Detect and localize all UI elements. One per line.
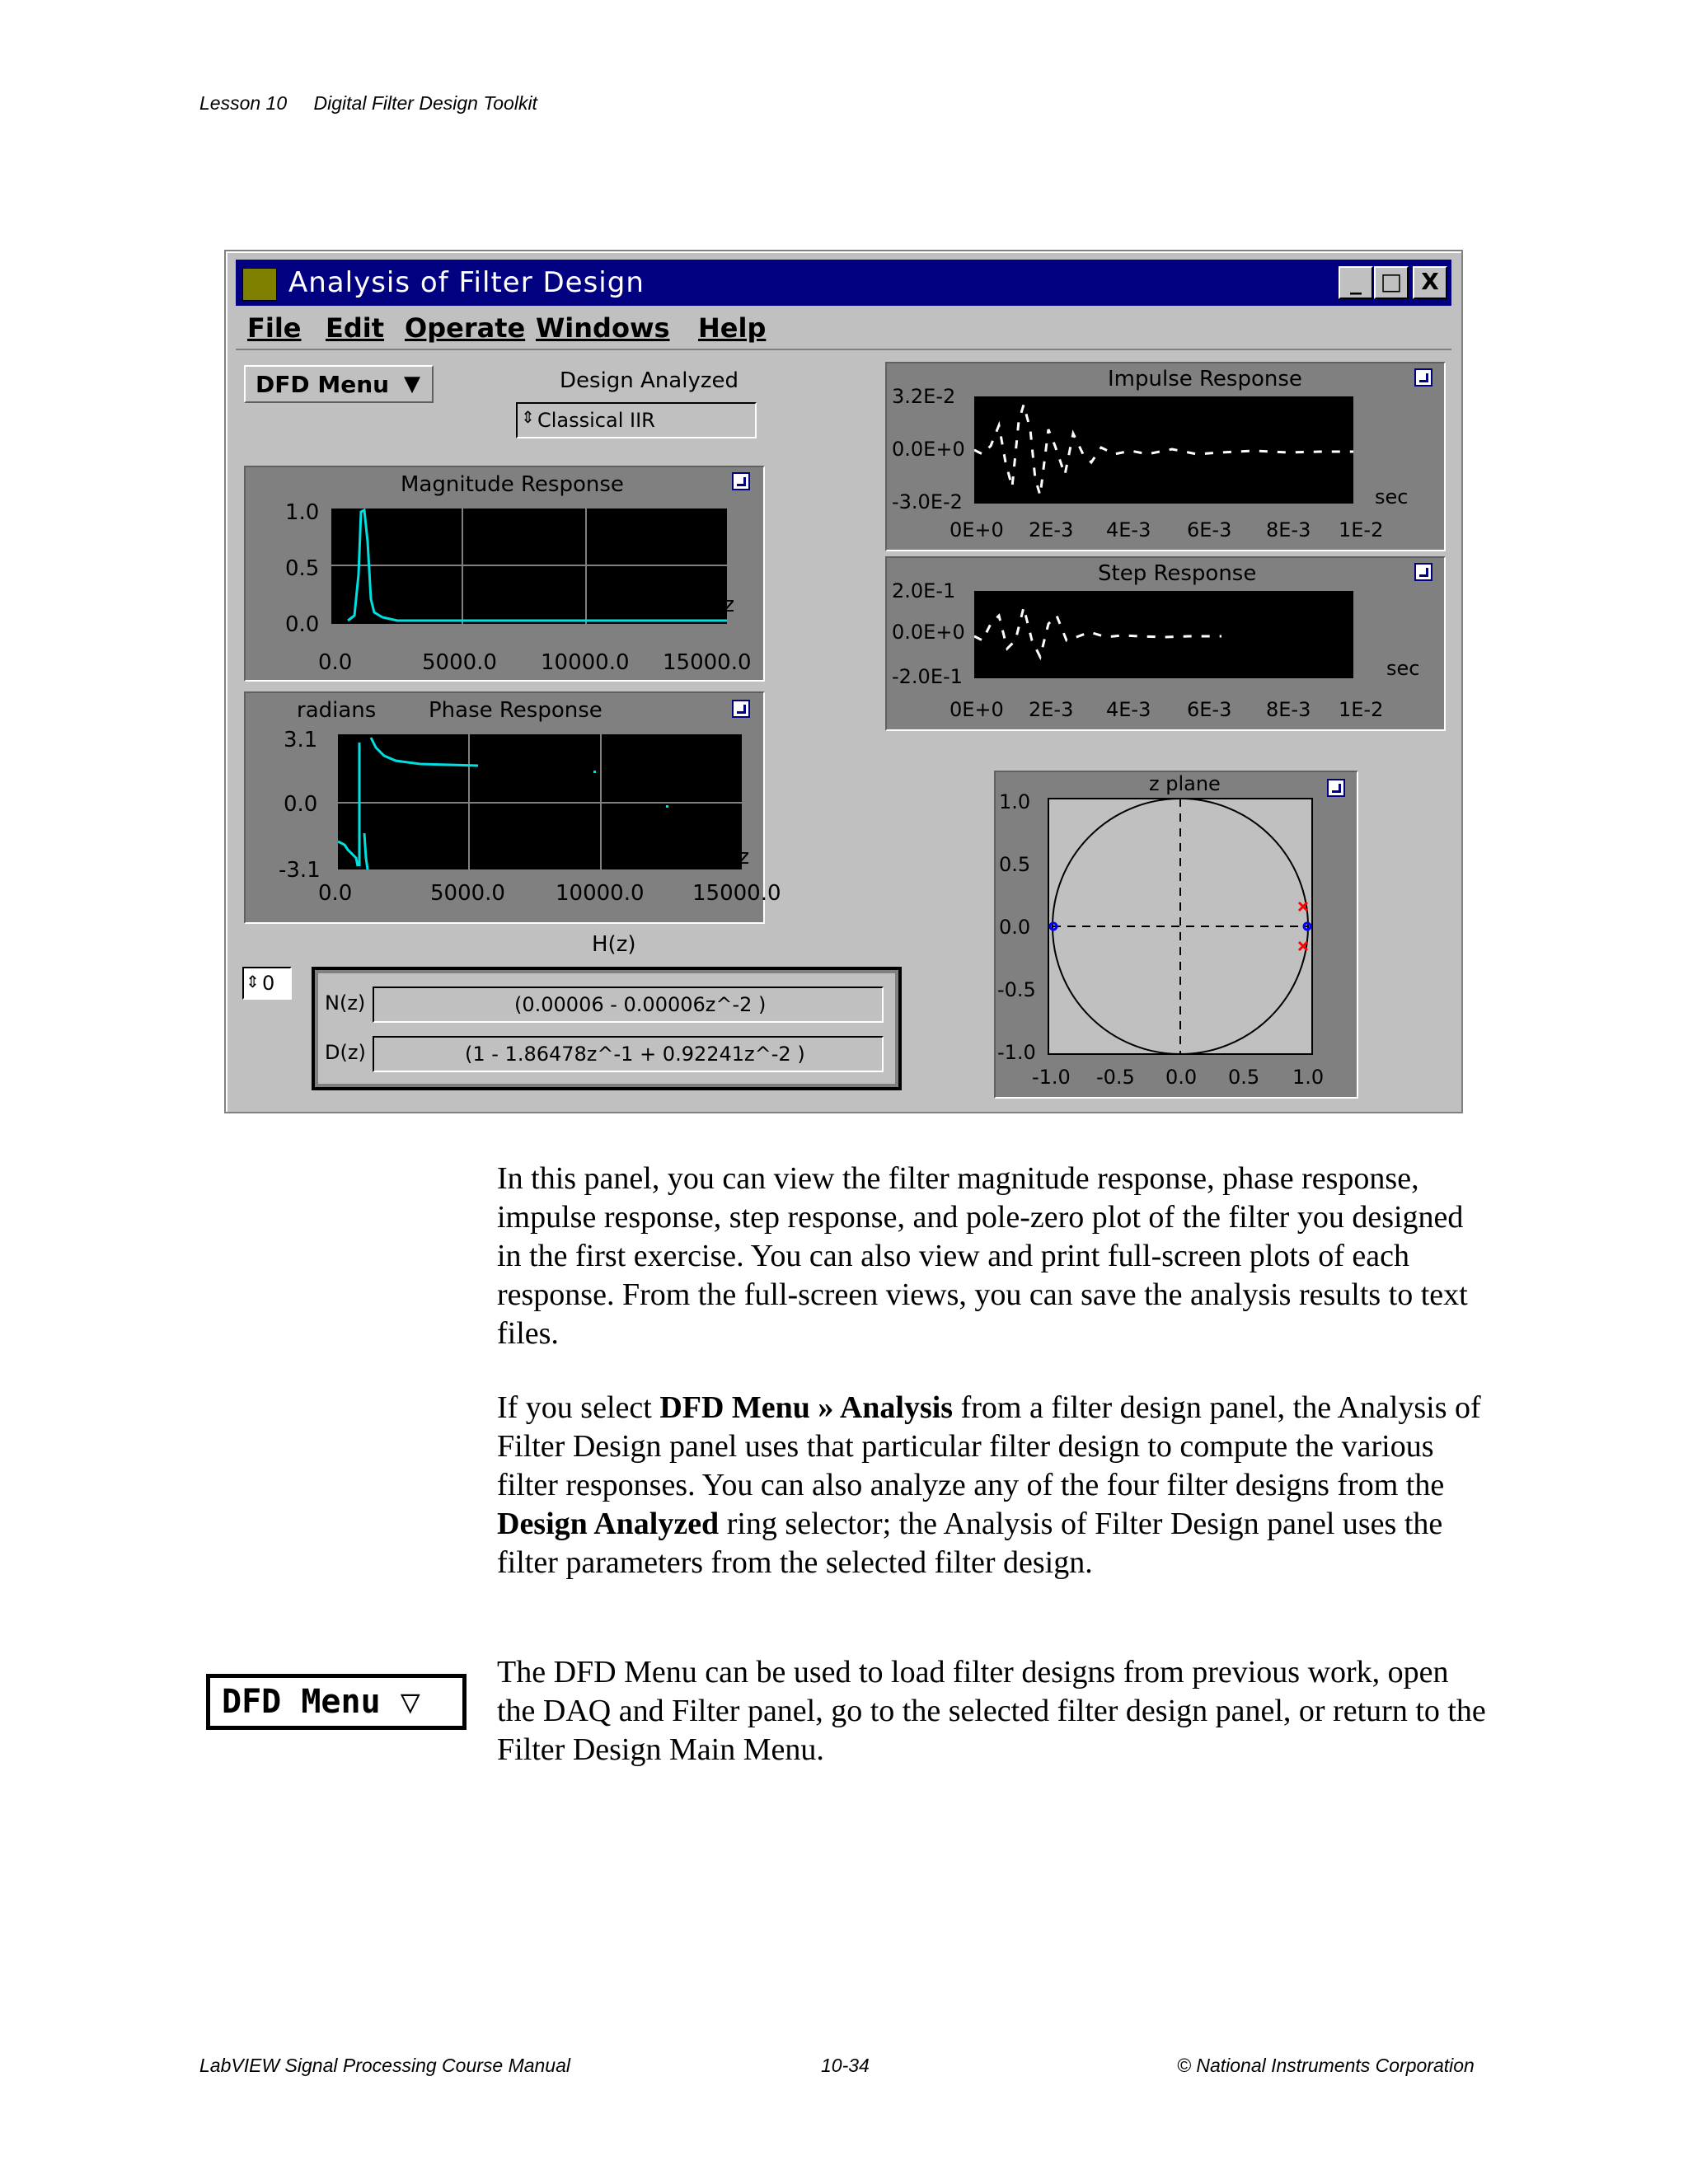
z-plane-x-tick: 0.0: [1165, 1066, 1198, 1089]
phase-plot-area: [338, 734, 742, 869]
magnitude-x-tick: 10000.0: [541, 650, 630, 675]
graph-palette-icon[interactable]: [732, 700, 750, 718]
chevron-down-icon: ▼: [404, 372, 420, 396]
z-plane-x-tick: -1.0: [1032, 1066, 1071, 1089]
impulse-x-tick: 2E-3: [1029, 518, 1074, 541]
menu-help[interactable]: Help: [698, 312, 767, 344]
step-response-graph: [885, 556, 1446, 731]
d-display: [373, 1036, 884, 1072]
step-y-tick: -2.0E-1: [892, 665, 963, 688]
z-plane-graph: [994, 771, 1358, 1099]
menu-edit[interactable]: Edit: [326, 312, 385, 344]
magnitude-title: Magnitude Response: [401, 472, 624, 497]
design-analyzed-ring[interactable]: [516, 402, 757, 438]
design-analyzed-label: Design Analyzed: [560, 368, 738, 393]
magnitude-response-graph: [244, 466, 765, 682]
d-label: D(z): [325, 1041, 366, 1064]
magnitude-y-tick: 0.5: [285, 556, 320, 581]
impulse-trace: [974, 396, 1353, 504]
impulse-response-graph: [885, 362, 1446, 551]
z-plane-title: z plane: [1149, 772, 1221, 795]
lesson-number: Lesson 10: [199, 92, 288, 114]
z-plane-y-tick: 0.0: [999, 916, 1031, 939]
paragraph-text: The DFD Menu can be used to load filter designs from previous work, open the DAQ and Filter panel, go to the selected filter design panel, or return to the Filter Design Main Menu.: [497, 1655, 1486, 1767]
control-name: Design Analyzed: [497, 1507, 720, 1541]
menu-windows[interactable]: Windows: [536, 312, 670, 344]
impulse-x-tick: 4E-3: [1106, 518, 1151, 541]
z-plane-x-tick: -0.5: [1096, 1066, 1135, 1089]
text-run: ring selector; the Analysis of Filter Design panel uses the filter parameters from the selected filter design.: [497, 1507, 1443, 1580]
step-x-tick: 8E-3: [1266, 698, 1311, 721]
impulse-unit: sec: [1375, 485, 1409, 509]
footer-page-number: 10-34: [821, 2055, 870, 2076]
phase-response-graph: [244, 691, 781, 924]
impulse-x-tick: 8E-3: [1266, 518, 1311, 541]
app-icon: [242, 268, 277, 301]
phase-y-tick: -3.1: [279, 858, 321, 883]
z-plane-y-tick: 1.0: [999, 790, 1031, 813]
graph-palette-icon[interactable]: [1414, 368, 1432, 387]
phase-ylabel: radians: [297, 698, 377, 723]
phase-y-tick: 0.0: [284, 792, 318, 817]
increment-decrement-icon[interactable]: ⇕: [521, 407, 535, 427]
z-plane-x-tick: 0.5: [1228, 1066, 1260, 1089]
window-title: Analysis of Filter Design: [288, 266, 645, 299]
magnitude-unit: Hz: [707, 593, 735, 617]
impulse-x-tick: 1E-2: [1339, 518, 1384, 541]
z-plane-plot: [1047, 797, 1319, 1061]
step-x-tick: 0E+0: [950, 698, 1004, 721]
maximize-button[interactable]: □: [1374, 266, 1409, 299]
increment-decrement-icon[interactable]: ⇕: [246, 972, 260, 991]
index-value: 0: [262, 972, 275, 995]
close-button[interactable]: X: [1413, 266, 1447, 299]
menu-bar: [236, 307, 1451, 350]
magnitude-y-tick: 1.0: [285, 500, 320, 525]
phase-unit: Hz: [722, 845, 750, 869]
impulse-y-tick: -3.0E-2: [892, 490, 963, 513]
phase-title: Phase Response: [429, 698, 603, 723]
step-title: Step Response: [1098, 561, 1257, 586]
graph-palette-icon[interactable]: [1414, 563, 1432, 581]
phase-y-tick: 3.1: [284, 728, 318, 752]
menu-operate[interactable]: Operate: [405, 312, 526, 344]
step-x-tick: 4E-3: [1106, 698, 1151, 721]
hz-cluster: [312, 967, 902, 1090]
footer-copyright: © National Instruments Corporation: [1177, 2055, 1475, 2076]
step-y-tick: 2.0E-1: [892, 579, 956, 602]
phase-x-tick: 15000.0: [692, 881, 781, 906]
design-analyzed-value: Classical IIR: [537, 409, 655, 432]
lesson-title: Digital Filter Design Toolkit: [313, 92, 537, 114]
analysis-window: [224, 250, 1463, 1113]
step-trace: [974, 591, 1353, 678]
z-plane-y-tick: -0.5: [997, 978, 1036, 1001]
z-plane-y-tick: -1.0: [997, 1041, 1036, 1064]
graph-palette-icon[interactable]: [732, 472, 750, 490]
phase-trace: [338, 734, 742, 869]
graph-palette-icon[interactable]: [1327, 779, 1345, 797]
step-unit: sec: [1386, 657, 1420, 680]
step-x-tick: 1E-2: [1339, 698, 1384, 721]
impulse-plot-area: [974, 396, 1353, 504]
phase-x-tick: 0.0: [318, 881, 353, 906]
n-label: N(z): [325, 991, 366, 1015]
dfd-menu-icon-label: DFD Menu ▽: [222, 1683, 420, 1721]
impulse-x-tick: 6E-3: [1187, 518, 1232, 541]
title-bar[interactable]: [236, 260, 1451, 306]
footer-manual-title: LabVIEW Signal Processing Course Manual: [199, 2055, 571, 2076]
menu-path: DFD Menu » Analysis: [659, 1390, 954, 1425]
text-run: from a filter design panel, the Analysis of Filter Design panel uses that particular filter design to compute the various filter responses. You can also analyze any of the four filter designs from the: [497, 1390, 1481, 1502]
magnitude-x-tick: 15000.0: [663, 650, 752, 675]
step-x-tick: 6E-3: [1187, 698, 1232, 721]
impulse-title: Impulse Response: [1108, 367, 1302, 391]
step-plot-area: [974, 591, 1353, 678]
d-value: (1 - 1.86478z^-1 + 0.92241z^-2 ): [465, 1043, 805, 1066]
paragraph-text: In this panel, you can view the filter magnitude response, phase response, impulse response, step response, and pole-zero plot of the filter you designed in the first exercise. You can also view and print full-screen plots of each response. From the full-screen views, you can save the analysis results to text files.: [497, 1161, 1468, 1351]
paragraph-intro: [497, 1160, 1494, 1353]
magnitude-x-tick: 5000.0: [422, 650, 497, 675]
magnitude-trace: [331, 509, 727, 624]
z-plane-y-tick: 0.5: [999, 853, 1031, 876]
magnitude-plot-area: [331, 509, 727, 624]
z-plane-x-tick: 1.0: [1292, 1066, 1325, 1089]
paragraph-dfd-analysis: [497, 1389, 1494, 1582]
phase-x-tick: 10000.0: [556, 881, 645, 906]
text-run: If you select: [497, 1390, 660, 1425]
index-control[interactable]: [242, 967, 292, 1000]
impulse-y-tick: 3.2E-2: [892, 385, 956, 408]
magnitude-y-tick: 0.0: [285, 612, 320, 637]
dfd-menu-ring[interactable]: [244, 365, 434, 403]
n-display: [373, 987, 884, 1023]
menu-file[interactable]: File: [247, 312, 302, 344]
paragraph-dfd-menu: [497, 1653, 1494, 1769]
hz-label: H(z): [592, 932, 636, 957]
impulse-x-tick: 0E+0: [950, 518, 1004, 541]
n-value: (0.00006 - 0.00006z^-2 ): [514, 993, 767, 1016]
step-x-tick: 2E-3: [1029, 698, 1074, 721]
impulse-y-tick: 0.0E+0: [892, 438, 965, 461]
running-header: [199, 92, 559, 115]
step-y-tick: 0.0E+0: [892, 621, 965, 644]
magnitude-x-tick: 0.0: [318, 650, 353, 675]
dfd-menu-label: DFD Menu: [256, 371, 390, 398]
minimize-button[interactable]: _: [1339, 266, 1373, 299]
dfd-menu-icon: [206, 1674, 467, 1730]
phase-x-tick: 5000.0: [430, 881, 505, 906]
